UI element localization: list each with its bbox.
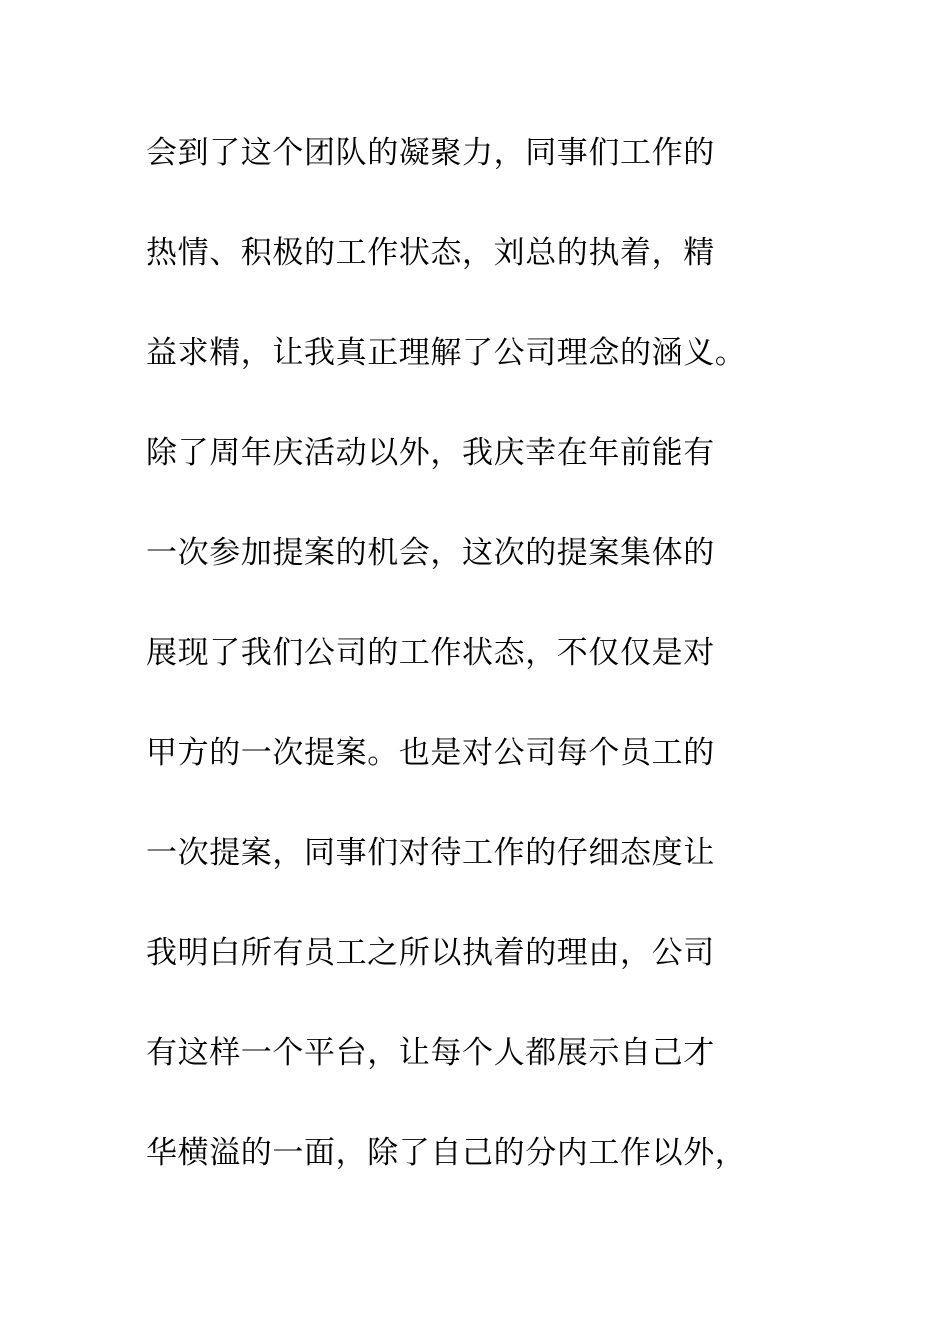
text-line: 热情、积极的工作状态，刘总的执着，精 — [146, 235, 715, 271]
text-line: 一次提案，同事们对待工作的仔细态度让 — [146, 835, 715, 871]
body-text — [146, 122, 866, 1222]
text-line: 除了周年庆活动以外，我庆幸在年前能有 — [146, 435, 715, 471]
text-line: 华横溢的一面，除了自己的分内工作以外， — [146, 1135, 747, 1171]
text-line: 一次参加提案的机会，这次的提案集体的 — [146, 535, 715, 571]
text-line: 益求精，让我真正理解了公司理念的涵义。 — [146, 335, 747, 371]
text-line: 我明白所有员工之所以执着的理由，公司 — [146, 935, 715, 971]
text-line: 展现了我们公司的工作状态，不仅仅是对 — [146, 635, 715, 671]
text-line: 有这样一个平台，让每个人都展示自己才 — [146, 1035, 715, 1071]
text-line: 甲方的一次提案。也是对公司每个员工的 — [146, 735, 715, 771]
text-line: 会到了这个团队的凝聚力，同事们工作的 — [146, 135, 715, 171]
